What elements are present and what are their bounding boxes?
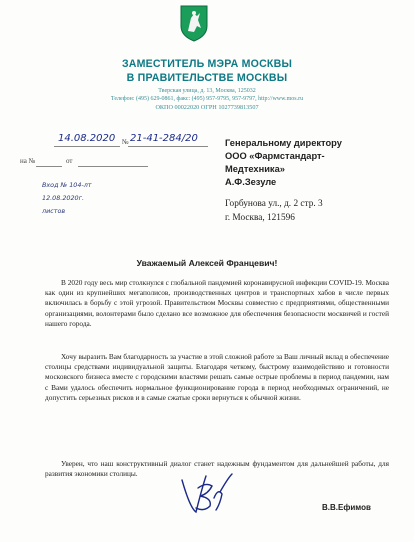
recipient-city: г. Москва, 121596 [225,212,295,223]
reference-number-label: на № [20,157,36,165]
body-paragraph-1: В 2020 году весь мир столкнулся с глобальной пандемией коронавирусной инфекции COVID-19. Москва как один из крупнейших мегаполисов, производственных центров и транспортных хабов в числе первых включилась в борьбу с этой угрозой. Правительством Москвы совместно с предприятиями, общественными организациями, волонтерами было сделано все возможное для обеспечения безопасности москвичей и гостей нашего города. [45,278,389,328]
reference-number-underline [36,166,62,167]
recipient-street: Горбунова ул., д. 2 стр. 3 [225,199,323,209]
incoming-stamp-number: Вход № 104-лт [42,181,92,189]
reference-date-underline [78,166,148,167]
moscow-coat-of-arms-icon [179,4,209,42]
outgoing-number: 21-41-284/20 [130,133,198,144]
recipient-title: Генеральному директору [225,138,342,148]
recipient-block [225,137,342,189]
incoming-stamp-date: 12.08.2020г. [42,194,84,202]
date-underline [54,146,120,147]
recipient-address [225,198,323,225]
number-underline [128,146,208,147]
letterhead-contacts: Телефон: (495) 629-0861, факс: (495) 957-9795, 957-9797, http://www.mos.ru [110,96,304,102]
outgoing-date: 14.08.2020 [58,133,116,144]
recipient-name: А.Ф.Зезуле [225,177,277,187]
letterhead-address: Тверская улица, д. 13, Москва, 125032 [158,88,256,94]
letterhead-codes: ОКПО 00022020 ОГРН 1027739813507 [155,104,259,111]
recipient-company: ООО «Фармстандарт- [225,151,325,161]
body-paragraph-3: Уверен, что наш конструктивный диалог станет надежным фундаментом для дальнейшей работы, для развития экономики столицы. [45,459,389,479]
signer-name: В.В.Ефимов [322,503,371,512]
incoming-stamp-pages: листов [42,207,66,215]
body-paragraph-2: Хочу выразить Вам благодарность за участие в этой сложной работе за Ваш личный вклад в обеспечение столицы средствами индивидуальной защиты. Благодаря четкому, быстрому взаимодействию и готовности московского бизнеса вместе с городскими властями решать самые острые проблемы в период пандемии, нам с Вами удалось обеспечить нормальное функционирование города в период необходимых ограничений, не допустить серьезных рисков и в самые сжатые сроки вернуться к обычной жизни. [45,352,389,402]
greeting: Уважаемый Алексей Францевич! [136,258,278,268]
letterhead-title: ЗАМЕСТИТЕЛЬ МЭРА МОСКВЫ [121,58,293,70]
letterhead-subtitle: В ПРАВИТЕЛЬСТВЕ МОСКВЫ [126,72,288,84]
handwritten-signature [176,468,236,518]
reference-from-label: от [66,157,73,165]
number-prefix-label: № [122,138,129,146]
recipient-company-cont: Медтехника» [225,164,285,174]
